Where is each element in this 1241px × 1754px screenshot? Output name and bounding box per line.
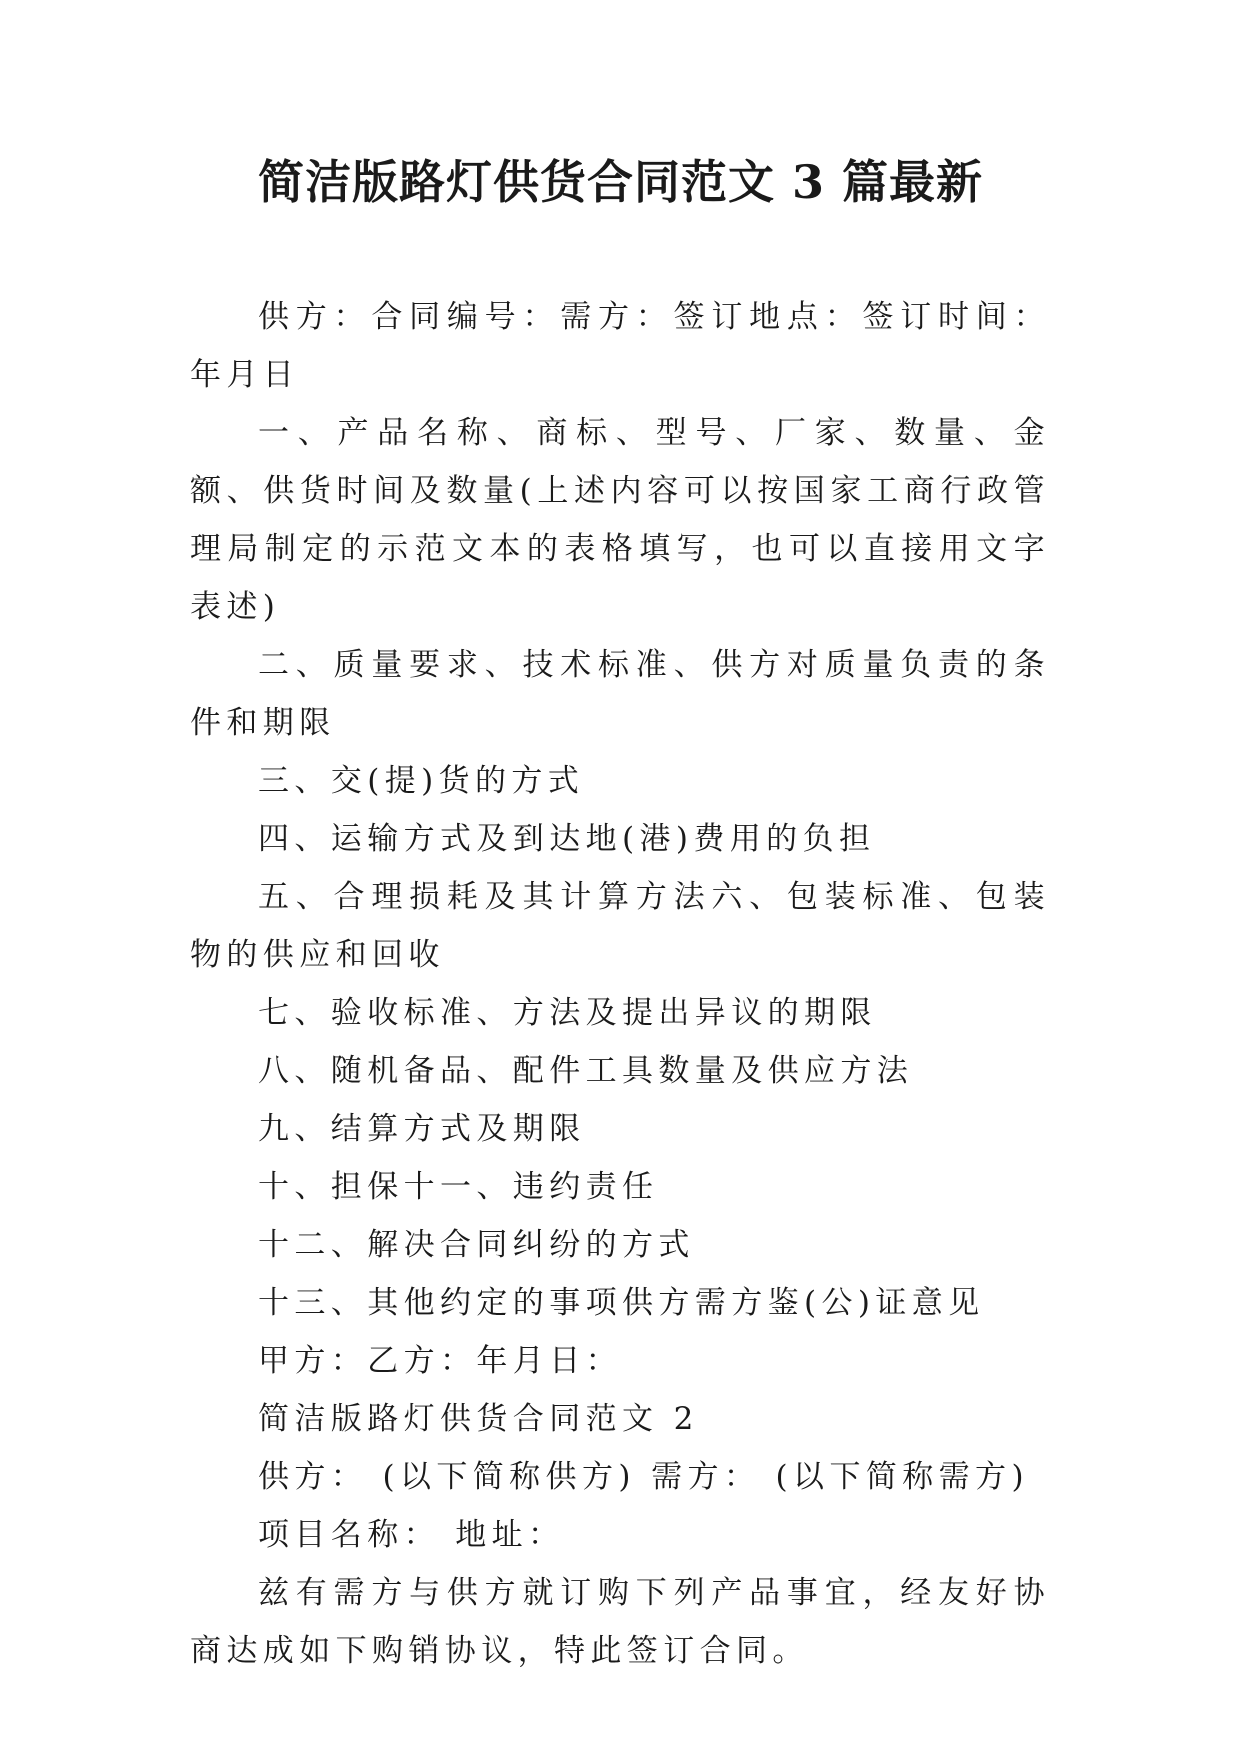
paragraph-clause-12: 十二、解决合同纠纷的方式 [258, 1227, 695, 1263]
paragraph-clause-1: 一、产品名称、商标、型号、厂家、数量、金额、供货时间及数量(上述内容可以按国家工商行政管理局制定的示范文本的表格填写，也可以直接用文字表述) [190, 415, 1050, 625]
document-title: 简洁版路灯供货合同范文 3 篇最新 [257, 155, 984, 209]
paragraph-clause-8: 八、随机备品、配件工具数量及供应方法 [258, 1053, 914, 1089]
paragraph-clause-3: 三、交(提)货的方式 [258, 763, 585, 799]
paragraph-signature-line: 甲方：乙方：年月日： [258, 1343, 622, 1379]
paragraph-clause-5-6: 五、合理损耗及其计算方法六、包装标准、包装物的供应和回收 [190, 879, 1050, 973]
paragraph-section-2-title: 简洁版路灯供货合同范文 2 [258, 1401, 699, 1437]
paragraph-clause-10-11: 十、担保十一、违约责任 [258, 1169, 659, 1205]
paragraph-clause-7: 七、验收标准、方法及提出异议的期限 [258, 995, 877, 1031]
paragraph-project-info: 项目名称： 地址： [258, 1517, 565, 1553]
document-body [190, 288, 1050, 1680]
paragraph-parties-2: 供方： (以下简称供方) 需方： (以下简称需方) [258, 1459, 1029, 1495]
paragraph-clause-4: 四、运输方式及到达地(港)费用的负担 [258, 821, 876, 857]
paragraph-agreement-intro: 兹有需方与供方就订购下列产品事宜，经友好协商达成如下购销协议，特此签订合同。 [190, 1575, 1050, 1669]
paragraph-clause-2: 二、质量要求、技术标准、供方对质量负责的条件和期限 [190, 647, 1050, 741]
paragraph-clause-13: 十三、其他约定的事项供方需方鉴(公)证意见 [258, 1285, 985, 1321]
paragraph-clause-9: 九、结算方式及期限 [258, 1111, 586, 1147]
paragraph-parties-header: 供方：合同编号：需方：签订地点：签订时间：年月日 [190, 299, 1050, 393]
